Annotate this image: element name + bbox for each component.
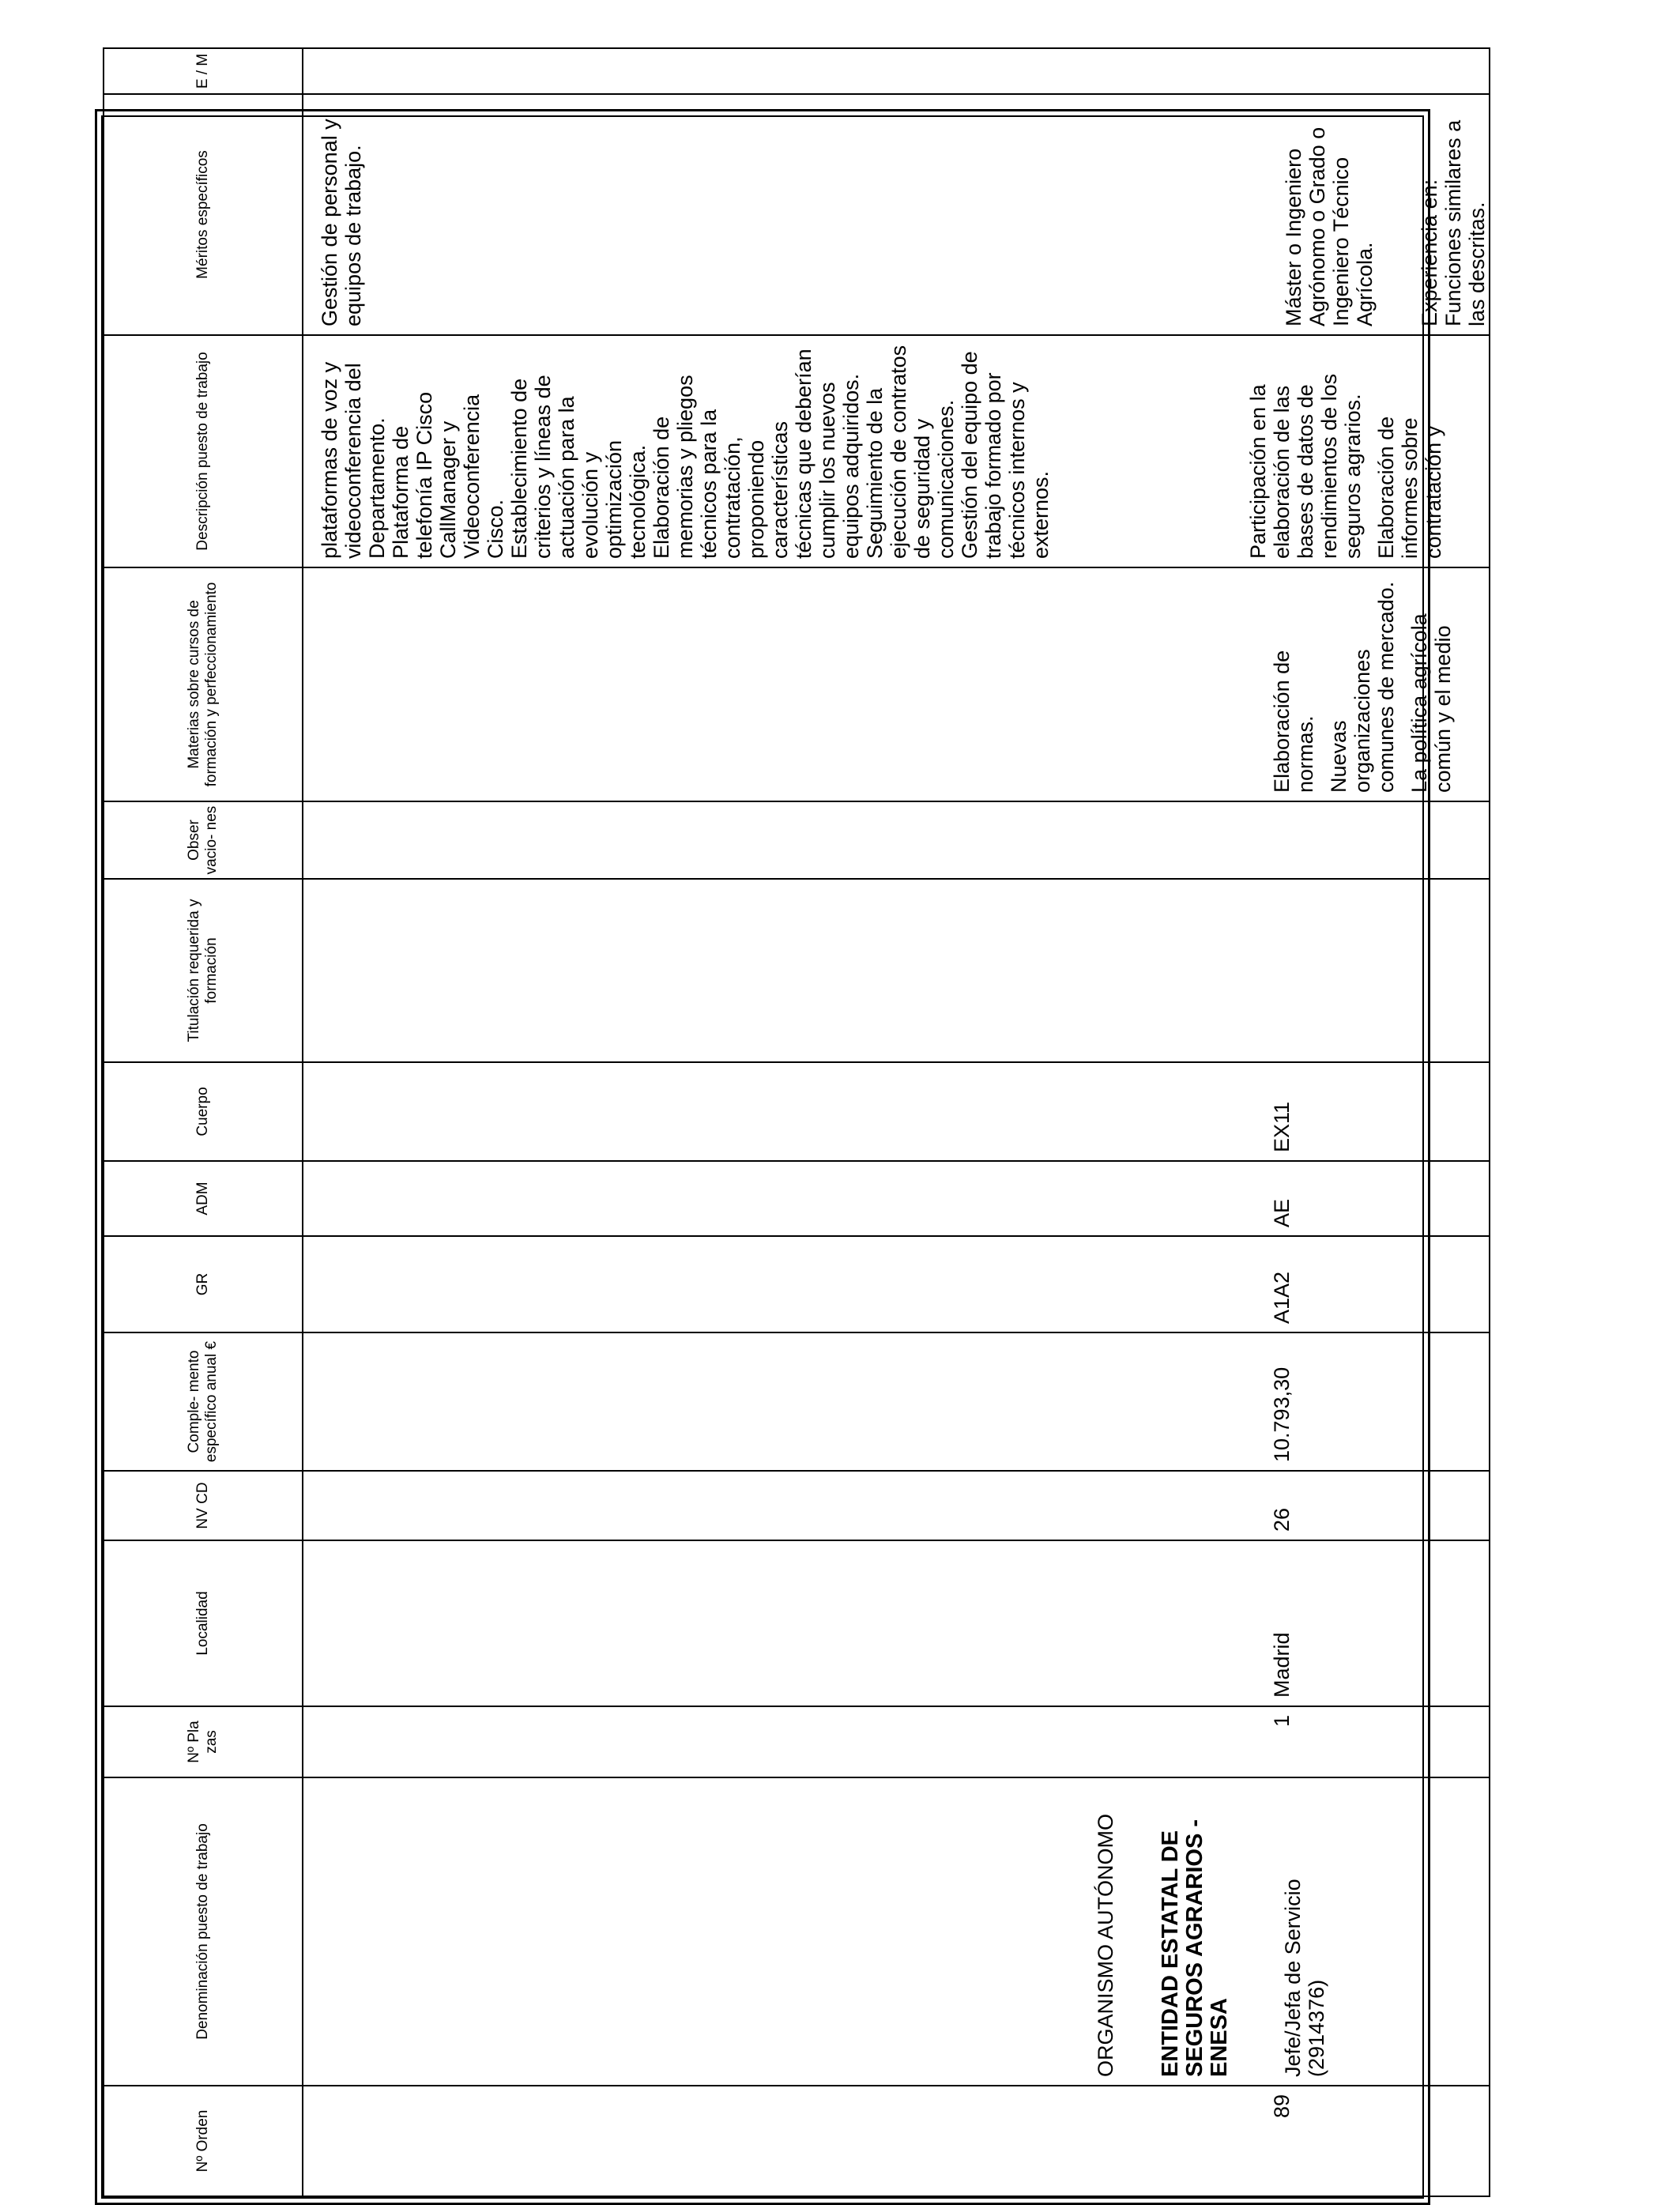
col-header-denominacion: Denominación puesto de trabajo xyxy=(104,1777,303,2086)
materias-line: Nuevas organizaciones comunes de mercado. xyxy=(1327,581,1398,793)
job-title: Jefe/Jefa de Servicio (2914376) xyxy=(1281,1879,1328,2077)
grupo-value: A1A2 xyxy=(1270,1271,1294,1324)
nivel-value: 26 xyxy=(1270,1507,1294,1532)
col-header-grupo: GR xyxy=(104,1236,303,1332)
cell-localidad xyxy=(303,1540,1490,1706)
descripcion-continuation: Elaboración de memorias y pliegos técnicos para la contratación, proponiendo características técnicas que deberían cumplir los nuevos equipos adquiridos. xyxy=(650,349,863,559)
cell-em xyxy=(303,48,1490,94)
cell-denominacion xyxy=(303,1777,1490,2086)
col-header-materias: Materias sobre cursos de formación y perfeccionamiento xyxy=(104,567,303,801)
descripcion-line: Participación en la elaboración de las bases de datos de rendimientos de los seguros agrarios. xyxy=(1246,373,1365,559)
descripcion-continuation: Seguimiento de la ejecución de contratos de seguridad y comunicaciones. xyxy=(863,345,958,559)
organismo-name: ENTIDAD ESTATAL DE SEGUROS AGRARIOS - ENESA xyxy=(1158,1819,1232,2077)
rotated-page xyxy=(95,53,1489,2205)
cell-nivel xyxy=(303,1471,1490,1540)
rpt-table xyxy=(103,47,1490,2197)
cuerpo-value: EX11 xyxy=(1270,1101,1294,1152)
cell-materias xyxy=(303,567,1490,801)
table-row xyxy=(303,48,1490,2196)
descripcion-continuation: plataformas de voz y videoconferencia del Departamento. Plataforma de telefonía IP Cisco CallManager y Videoconferencia Cisco. xyxy=(318,361,507,559)
plazas-value: 1 xyxy=(1270,1715,1294,1728)
col-header-adm: ADM xyxy=(104,1161,303,1236)
materias-line: Elaboración de normas. xyxy=(1270,650,1317,793)
descripcion-continuation: Gestión del equipo de trabajo formado por técnicos internos y externos. xyxy=(958,351,1053,559)
cell-grupo xyxy=(303,1236,1490,1332)
materias-line: La política agrícola común y el medio xyxy=(1407,613,1455,793)
cell-observaciones xyxy=(303,801,1490,879)
col-header-complemento: Comple- mento específico anual € xyxy=(104,1332,303,1471)
cell-cuerpo xyxy=(303,1062,1490,1161)
meritos-line: Experiencia en: Funciones similares a las descritas. xyxy=(1418,119,1489,326)
col-header-nivel: NV CD xyxy=(104,1471,303,1540)
meritos-continuation: Gestión de personal y equipos de trabajo. xyxy=(318,119,365,326)
col-header-orden: Nº Orden xyxy=(104,2086,303,2196)
col-header-plazas: Nº Pla zas xyxy=(104,1706,303,1777)
orden-value: 89 xyxy=(1270,2094,1294,2119)
col-header-observaciones: Obser vacio- nes xyxy=(104,801,303,879)
cell-plazas xyxy=(303,1706,1490,1777)
descripcion-line: Elaboración de informes sobre contratación y xyxy=(1374,416,1445,559)
cell-complemento xyxy=(303,1332,1490,1471)
descripcion-continuation: Establecimiento de criterios y líneas de actuación para la evolución y optimización tecnológica. xyxy=(507,375,650,559)
organismo-type: ORGANISMO AUTÓNOMO xyxy=(1094,1813,1117,2077)
header-row xyxy=(104,48,303,2196)
col-header-localidad: Localidad xyxy=(104,1540,303,1706)
col-header-cuerpo: Cuerpo xyxy=(104,1062,303,1161)
col-header-em: E / M xyxy=(104,48,303,94)
col-header-meritos: Méritos específicos xyxy=(104,94,303,335)
adm-value: AE xyxy=(1270,1198,1294,1227)
cell-descripcion xyxy=(303,335,1490,567)
col-header-descripcion: Descripción puesto de trabajo xyxy=(104,335,303,567)
complemento-value: 10.793,30 xyxy=(1270,1366,1294,1462)
cell-adm xyxy=(303,1161,1490,1236)
cell-meritos xyxy=(303,94,1490,335)
cell-titulacion xyxy=(303,879,1490,1062)
cell-orden xyxy=(303,2086,1490,2196)
localidad-value: Madrid xyxy=(1270,1632,1294,1698)
meritos-line: Máster o Ingeniero Agrónomo o Grado o Ingeniero Técnico Agrícola. xyxy=(1282,126,1377,326)
col-header-titulacion: Titulación requerida y formación xyxy=(104,879,303,1062)
